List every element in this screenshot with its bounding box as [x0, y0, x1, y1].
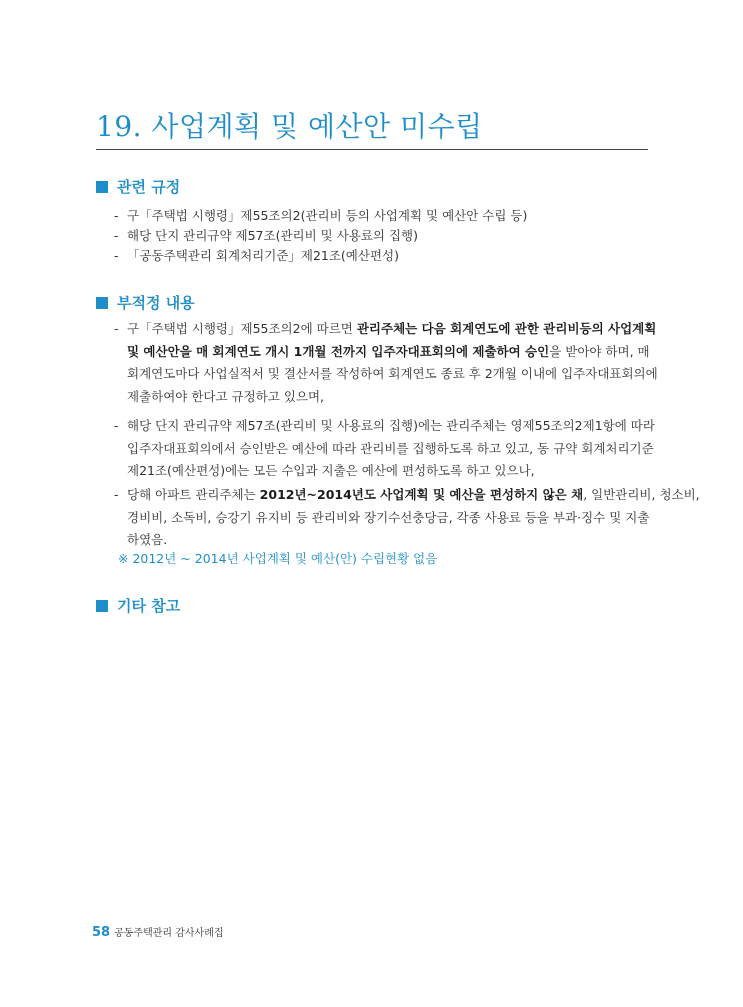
- section-heading-label: 부적정 내용: [117, 294, 195, 312]
- page-footer: [92, 924, 224, 940]
- note-text: ※ 2012년 ~ 2014년 사업계획 및 예산(안) 수립현황 없음: [118, 551, 438, 566]
- finding-paragraph-3: - 당해 아파트 관리주체는 2012년~2014년도 사업계획 및 예산을 편성하지 않은 채, 일반관리비, 청소비, 경비비, 소독비, 승강기 유지비 등 관리비와 장기수선충당금, 각종 사용료 등을 부과·징수 및 지출 하였음.: [114, 487, 700, 547]
- square-bullet-icon: [96, 181, 108, 193]
- list-item: - 해당 단지 관리규약 제57조(관리비 및 사용료의 집행): [114, 228, 419, 243]
- square-bullet-icon: [96, 600, 108, 612]
- section-heading-findings: [96, 292, 195, 313]
- finding-paragraph-2: - 해당 단지 관리규약 제57조(관리비 및 사용료의 집행)에는 관리주체는 영제55조의2제1항에 따라 입주자대표회의에서 승인받은 예산에 따라 관리비를 집행하도록 하고 있고, 동 규약 회계처리기준 제21조(예산편성)에는 모든 수입과 지출은 예산에 편성하도록 하고 있으나,: [114, 418, 655, 478]
- page-number: 58: [92, 925, 111, 940]
- list-item: - 구「주택법 시행령」제55조의2(관리비 등의 사업계획 및 예산안 수립 등): [114, 208, 528, 223]
- section-heading-other: [96, 595, 180, 616]
- square-bullet-icon: [96, 297, 108, 309]
- page-title: 19. 사업계획 및 예산안 미수립: [96, 110, 483, 143]
- book-title: 공동주택관리 감사사례집: [114, 928, 224, 939]
- title-divider: [96, 149, 648, 150]
- list-item: - 「공동주택관리 회계처리기준」제21조(예산편성): [114, 248, 399, 263]
- section-heading-regulations: [96, 176, 180, 197]
- finding-paragraph-1: - 구「주택법 시행령」제55조의2에 따르면 관리주체는 다음 회계연도에 관한 관리비등의 사업계획 및 예산안을 매 회계연도 개시 1개월 전까지 입주자대표회의에 제출하여 승인을 받아야 하며, 매 회계연도마다 사업실적서 및 결산서를 작성하여 회계연도 종료 후 2개월 이내에 입주자대표회의에 제출하여야 한다고 규정하고 있으며,: [114, 321, 658, 404]
- section-heading-label: 기타 참고: [117, 597, 181, 615]
- section-heading-label: 관련 규정: [117, 178, 181, 196]
- regulation-list: [114, 206, 654, 266]
